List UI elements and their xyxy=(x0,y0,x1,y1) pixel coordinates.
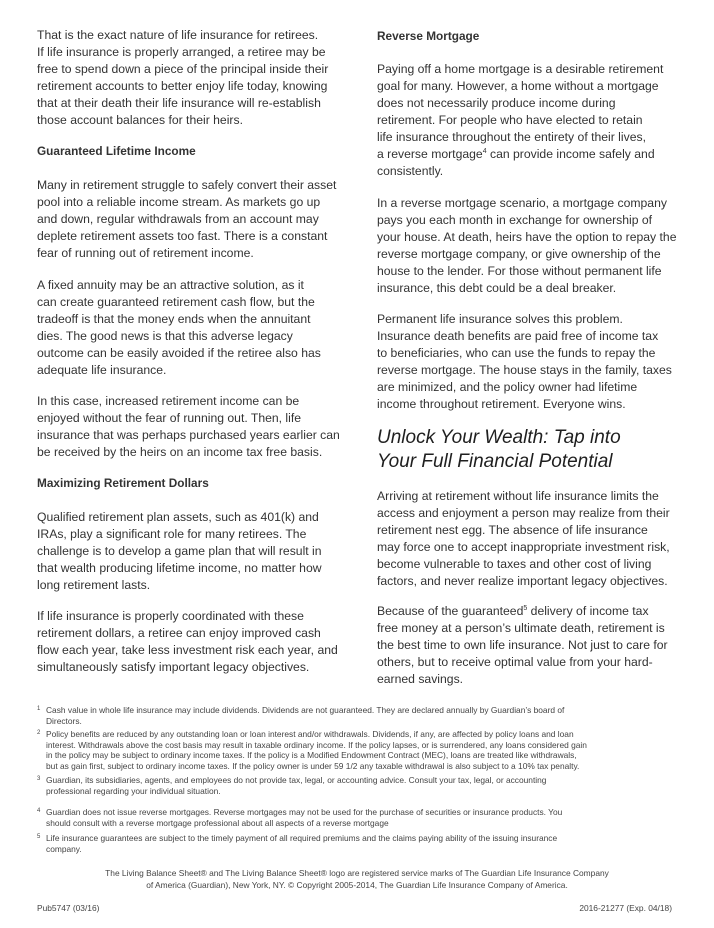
paragraph-line: that wealth producing lifetime income, no matter how xyxy=(37,561,322,575)
section-title: Unlock Your Wealth: Tap into xyxy=(377,427,621,448)
document-code: 2016-21277 (Exp. 04/18) xyxy=(579,903,672,913)
paragraph-line: Arriving at retirement without life insurance limits the xyxy=(377,489,659,503)
paragraph-line: simultaneously satisfy important legacy objectives. xyxy=(37,660,310,674)
paragraph-line: insurance that was perhaps purchased years earlier can xyxy=(37,428,340,442)
paragraph-line: enjoyed without the fear of running out. Then, life xyxy=(37,411,302,425)
paragraph-text: Because of the guaranteed xyxy=(377,604,524,618)
intro-line: free to spend down a piece of the principal inside their xyxy=(37,62,329,76)
paragraph-line: retirement nest egg. The absence of life insurance xyxy=(377,523,648,537)
paragraph-line xyxy=(377,603,649,620)
paragraph-line: may force one to accept inappropriate investment risk, xyxy=(377,540,670,554)
paragraph-text: a reverse mortgage xyxy=(377,147,483,161)
paragraph-line: others, but to receive optimal value from your hard- xyxy=(377,655,653,669)
intro-line: those account balances for their heirs. xyxy=(37,113,243,127)
heading-guaranteed-lifetime-income: Guaranteed Lifetime Income xyxy=(37,144,196,158)
paragraph-line: does not necessarily produce income during xyxy=(377,96,616,110)
footnote-number: 1 xyxy=(37,706,41,712)
paragraph-line: income throughout retirement. Everyone wins. xyxy=(377,397,626,411)
footnote-text: interest. Withdrawals above the cost basis may result in taxable ordinary income. If the policy lapses, or is surrendered, any loans considered gain xyxy=(46,739,587,750)
paragraph-line: A fixed annuity may be an attractive solution, as it xyxy=(37,278,304,292)
heading-maximizing-retirement-dollars: Maximizing Retirement Dollars xyxy=(37,476,209,490)
paragraph-line: adequate life insurance. xyxy=(37,363,167,377)
paragraph-text: delivery of income tax xyxy=(527,604,649,618)
footnote-text: Life insurance guarantees are subject to the timely payment of all required premiums and the claims paying ability of the issuing insurance xyxy=(46,833,558,843)
paragraph-line: tradeoff is that the money ends when the annuitant xyxy=(37,312,311,326)
paragraph-line: become vulnerable to taxes and other cost of living xyxy=(377,557,652,571)
paragraph-line: Paying off a home mortgage is a desirable retirement xyxy=(377,62,664,76)
paragraph-line: retirement. For people who have elected to retain xyxy=(377,113,643,127)
paragraph-line: to beneficiaries, who can use the funds to repay the xyxy=(377,346,656,360)
paragraph-line: IRAs, play a significant role for many retirees. The xyxy=(37,527,307,541)
paragraph-line: challenge is to develop a game plan that will result in xyxy=(37,544,322,558)
paragraph-line: insurance, this debt could be a deal breaker. xyxy=(377,281,617,295)
footnote-text: Guardian, its subsidiaries, agents, and employees do not provide tax, legal, or accounting advice. Consult your tax, legal, or accounting xyxy=(46,775,547,785)
paragraph-line: fear of running out of retirement income. xyxy=(37,246,254,260)
paragraph-line: life insurance throughout the entirety of their lives, xyxy=(377,130,646,144)
paragraph-line: goal for many. However, a home without a mortgage xyxy=(377,79,659,93)
footnote-number: 5 xyxy=(37,834,41,840)
paragraph-line: house to the lender. For those without permanent life xyxy=(377,264,662,278)
intro-line: that at their death their life insurance will re-establish xyxy=(37,96,321,110)
paragraph-line: the best time to own life insurance. Not just to care for xyxy=(377,638,668,652)
paragraph-line: factors, and never realize important legacy objectives. xyxy=(377,574,668,588)
paragraph-line: deplete retirement assets too fast. There is a constant xyxy=(37,229,328,243)
footnote-text: should consult with a reverse mortgage professional about all aspects of a reverse mortgage xyxy=(46,817,389,828)
paragraph-line: are minimized, and the policy owner had lifetime xyxy=(377,380,638,394)
intro-line: retirement accounts to better enjoy life today, knowing xyxy=(37,79,328,93)
footnote-text: but as gain first, subject to ordinary income taxes. If the policy owner is under 59 1/2 any taxable withdrawal is also subject to a 10% tax penalty. xyxy=(46,760,580,771)
paragraph-line: Permanent life insurance solves this problem. xyxy=(377,312,623,326)
footnote-number: 2 xyxy=(37,730,41,736)
footnote-text: in the policy may be subject to ordinary income taxes. If the policy is a Modified Endowment Contract (MEC), loans are treated like withdrawals, xyxy=(46,750,577,760)
paragraph-line: Qualified retirement plan assets, such as 401(k) and xyxy=(37,510,319,524)
paragraph-line: free money at a person’s ultimate death, retirement is xyxy=(377,621,665,635)
heading-reverse-mortgage: Reverse Mortgage xyxy=(377,29,480,43)
paragraph-line: outcome can be easily avoided if the retiree also has xyxy=(37,346,321,360)
paragraph-text: can provide income safely and xyxy=(486,147,655,161)
footnote-text: professional regarding your individual situation. xyxy=(46,785,221,796)
paragraph-line: reverse mortgage. The house stays in the family, taxes xyxy=(377,363,672,377)
footnote-ref: 4 xyxy=(482,147,487,155)
paragraph-line: your house. At death, heirs have the option to repay the xyxy=(377,230,677,244)
paragraph-line xyxy=(377,146,655,163)
footnote-ref: 5 xyxy=(523,604,528,612)
footnote-text: Directors. xyxy=(46,715,82,726)
paragraph-line: flow each year, take less investment risk each year, and xyxy=(37,643,338,657)
copyright-notice: of America (Guardian), New York, NY. © Copyright 2005-2014, The Guardian Life Insurance Company of America. xyxy=(146,880,568,890)
paragraph-line: be received by the heirs on an income tax free basis. xyxy=(37,445,323,459)
paragraph-line: pays you each month in exchange for ownership of xyxy=(377,213,653,227)
paragraph-line: consistently. xyxy=(377,164,444,178)
footnote-text: company. xyxy=(46,843,82,854)
footnote-text: Cash value in whole life insurance may include dividends. Dividends are not guaranteed. They are declared annually by Guardian’s board of xyxy=(46,705,565,715)
publication-code: Pub5747 (03/16) xyxy=(37,903,100,913)
paragraph-line: long retirement lasts. xyxy=(37,578,151,592)
paragraph-line: can create guaranteed retirement cash flow, but the xyxy=(37,295,315,309)
paragraph-line: reverse mortgage company, or give ownership of the xyxy=(377,247,661,261)
paragraph-line: In a reverse mortgage scenario, a mortgage company xyxy=(377,196,667,210)
paragraph-line: earned savings. xyxy=(377,672,464,686)
footnote-text: Policy benefits are reduced by any outstanding loan or loan interest and/or withdrawals. Dividends, if any, are affected by policy loans and loan xyxy=(46,729,574,739)
section-title: Your Full Financial Potential xyxy=(377,451,613,472)
paragraph-line: If life insurance is properly coordinated with these xyxy=(37,609,304,623)
paragraph-line: In this case, increased retirement income can be xyxy=(37,394,300,408)
paragraph-line: Insurance death benefits are paid free of income tax xyxy=(377,329,659,343)
paragraph-line: pool into a reliable income stream. As markets go up xyxy=(37,195,321,209)
trademark-notice: The Living Balance Sheet® and The Living Balance Sheet® logo are registered service marks of The Guardian Life Insurance Company xyxy=(105,868,609,878)
intro-line: If life insurance is properly arranged, a retiree may be xyxy=(37,45,326,59)
paragraph-line: access and enjoyment a person may realize from their xyxy=(377,506,670,520)
footnote-number: 4 xyxy=(37,808,41,814)
intro-line: That is the exact nature of life insurance for retirees. xyxy=(37,28,319,42)
paragraph-line: Many in retirement struggle to safely convert their asset xyxy=(37,178,337,192)
paragraph-line: dies. The good news is that this adverse legacy xyxy=(37,329,293,343)
paragraph-line: retirement dollars, a retiree can enjoy improved cash xyxy=(37,626,321,640)
footnote-text: Guardian does not issue reverse mortgages. Reverse mortgages may not be used for the purchase of securities or insurance products. You xyxy=(46,807,563,817)
paragraph-line: and down, regular withdrawals from an account may xyxy=(37,212,319,226)
footnote-number: 3 xyxy=(37,776,41,782)
